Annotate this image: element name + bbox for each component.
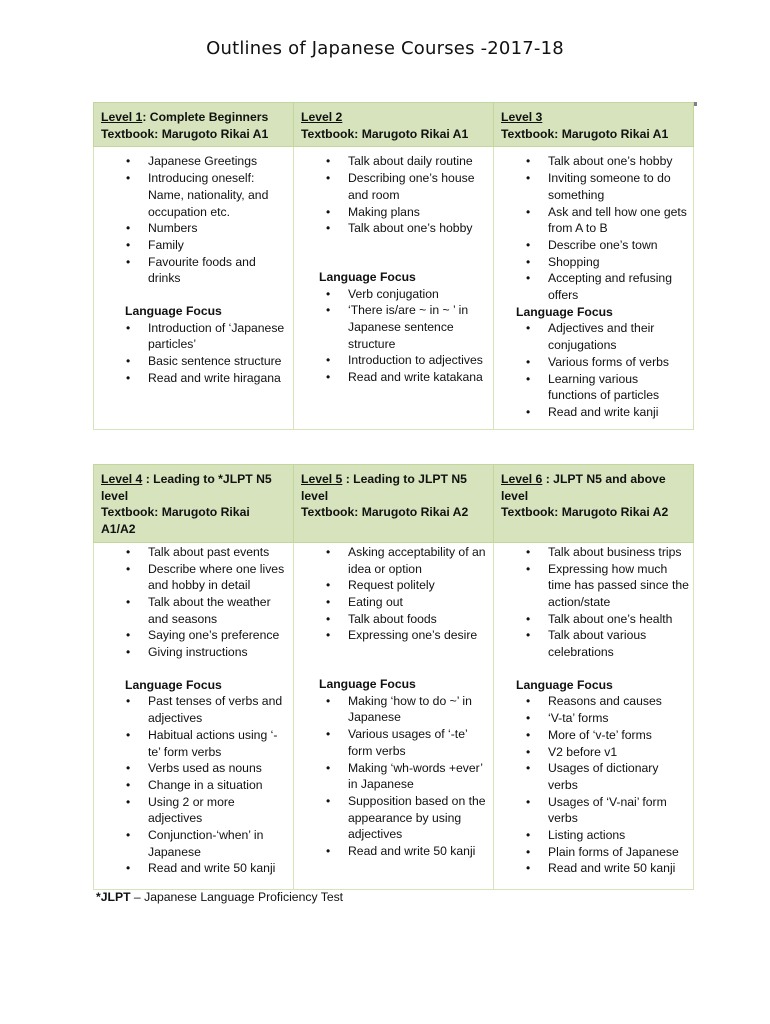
focus-list [500, 693, 689, 877]
list-item: • Talk about one’s hobby [300, 220, 489, 237]
language-focus-heading: Language Focus [516, 304, 613, 319]
list-item: • Various usages of ‘-te’ form verbs [300, 726, 489, 759]
footnote-term: *JLPT [96, 890, 131, 904]
list-item: • Change in a situation [100, 777, 289, 794]
level-description: : JLPT N5 and above level [501, 472, 666, 503]
list-item: • Reasons and causes [500, 693, 689, 710]
focus-list [100, 320, 289, 387]
list-item: • Listing actions [500, 827, 689, 844]
language-focus-heading: Language Focus [125, 677, 222, 692]
list-item: • Expressing how much time has passed since the action/state [500, 561, 689, 611]
list-item: • Describe one’s town [500, 237, 689, 254]
header-level-3 [494, 103, 694, 147]
list-item: • Ask and tell how one gets from A to B [500, 204, 689, 237]
list-item: • ‘There is/are ~ in ~ ’ in Japanese sentence structure [300, 302, 489, 352]
list-item: • V2 before v1 [500, 744, 689, 761]
list-item: • Family [100, 237, 289, 254]
list-item: • Talk about past events [100, 544, 289, 561]
list-item: • Talk about the weather and seasons [100, 594, 289, 627]
topic-list [500, 544, 689, 661]
list-item: • Making ‘wh-words +ever’ in Japanese [300, 760, 489, 793]
list-item: • Usages of dictionary verbs [500, 760, 689, 793]
list-item: • Eating out [300, 594, 489, 611]
level-description: : Complete Beginners [142, 110, 269, 124]
list-item: • Talk about various celebrations [500, 627, 689, 660]
table-header-row [94, 103, 694, 147]
list-item: • Making ‘how to do ~’ in Japanese [300, 693, 489, 726]
header-level-4 [94, 465, 294, 543]
list-item: • Conjunction-‘when’ in Japanese [100, 827, 289, 860]
list-item: • Read and write 50 kanji [500, 860, 689, 877]
list-item: • Read and write kanji [500, 404, 689, 421]
header-level-6 [494, 465, 694, 543]
page-title: Outlines of Japanese Courses -2017-18 [206, 38, 564, 59]
course-table-1 [93, 102, 694, 430]
list-item: • Basic sentence structure [100, 353, 289, 370]
list-item: • Saying one’s preference [100, 627, 289, 644]
header-level-5 [294, 465, 494, 543]
list-item: • Usages of ‘V-nai’ form verbs [500, 794, 689, 827]
list-item: • Supposition based on the appearance by using adjectives [300, 793, 489, 843]
list-item: • Describe where one lives and hobby in detail [100, 561, 289, 594]
list-item: • Giving instructions [100, 644, 289, 661]
list-item: • Introduction of ‘Japanese particles’ [100, 320, 289, 353]
list-item: • Introduction to adjectives [300, 352, 489, 369]
textbook-label: Textbook: Marugoto Rikai A1 [501, 126, 669, 141]
textbook-label: Textbook: Marugoto Rikai A2 [301, 505, 469, 520]
footnote-text: – Japanese Language Proficiency Test [130, 890, 344, 904]
list-item: • Talk about foods [300, 611, 489, 628]
list-item: • Introducing oneself: Name, nationality, and occupation etc. [100, 170, 289, 220]
textbook-label: Textbook: Marugoto Rikai A1 [301, 126, 469, 141]
list-item: • Request politely [300, 577, 489, 594]
cell-level-1 [94, 147, 294, 430]
textbook-label: Textbook: Marugoto Rikai A1/A2 [101, 505, 250, 537]
textbook-label: Textbook: Marugoto Rikai A1 [101, 126, 269, 141]
list-item: • Read and write 50 kanji [100, 860, 289, 877]
list-item: • Using 2 or more adjectives [100, 794, 289, 827]
list-item: • Past tenses of verbs and adjectives [100, 693, 289, 726]
topic-list [300, 153, 489, 237]
list-item: • Describing one’s house and room [300, 170, 489, 203]
list-item: • Adjectives and their conjugations [500, 320, 689, 353]
topic-list [300, 544, 489, 644]
level-label: Level 3 [501, 110, 543, 124]
list-item: • Numbers [100, 220, 289, 237]
header-level-1 [94, 103, 294, 147]
focus-list [100, 693, 289, 877]
topic-list [500, 153, 689, 303]
list-item: • Asking acceptability of an idea or option [300, 544, 489, 577]
table-header-row [94, 465, 694, 543]
list-item: • Accepting and refusing offers [500, 270, 689, 303]
list-item: • Verbs used as nouns [100, 760, 289, 777]
table-body-row [94, 542, 694, 889]
topic-list [100, 544, 289, 661]
level-label: Level 2 [301, 110, 343, 124]
list-item: • Talk about one’s health [500, 611, 689, 628]
list-item: • ‘V-ta’ forms [500, 710, 689, 727]
list-item: • Read and write katakana [300, 369, 489, 386]
language-focus-heading: Language Focus [125, 304, 222, 319]
level-description: : Leading to *JLPT N5 level [101, 472, 272, 503]
cell-level-2 [294, 147, 494, 430]
list-item: • More of ‘v-te’ forms [500, 727, 689, 744]
list-item: • Talk about one’s hobby [500, 153, 689, 170]
cell-level-4 [94, 542, 294, 889]
language-focus-heading: Language Focus [516, 677, 613, 692]
textbook-label: Textbook: Marugoto Rikai A2 [501, 505, 669, 520]
focus-list [300, 693, 489, 860]
list-item: • Talk about business trips [500, 544, 689, 561]
language-focus-heading: Language Focus [319, 677, 416, 692]
topic-list [100, 153, 289, 287]
list-item: • Plain forms of Japanese [500, 844, 689, 861]
language-focus-heading: Language Focus [319, 269, 416, 284]
focus-list [300, 286, 489, 386]
list-item: • Learning various functions of particles [500, 371, 689, 404]
list-item: • Talk about daily routine [300, 153, 489, 170]
level-label: Level 5 [301, 472, 343, 486]
header-level-2 [294, 103, 494, 147]
cell-level-6 [494, 542, 694, 889]
level-label: Level 6 [501, 472, 543, 486]
list-item: • Read and write 50 kanji [300, 843, 489, 860]
list-item: • Habitual actions using ‘-te’ form verbs [100, 727, 289, 760]
focus-list [500, 320, 689, 420]
level-label: Level 4 [101, 472, 143, 486]
list-item: • Shopping [500, 254, 689, 271]
table-body-row [94, 147, 694, 430]
list-item: • Making plans [300, 204, 489, 221]
footnote [96, 890, 343, 904]
cell-level-5 [294, 542, 494, 889]
list-item: • Various forms of verbs [500, 354, 689, 371]
list-item: • Favourite foods and drinks [100, 254, 289, 287]
list-item: • Read and write hiragana [100, 370, 289, 387]
list-item: • Expressing one’s desire [300, 627, 489, 644]
level-description: : Leading to JLPT N5 level [301, 472, 467, 503]
course-table-2 [93, 464, 694, 890]
cell-level-3 [494, 147, 694, 430]
list-item: • Japanese Greetings [100, 153, 289, 170]
list-item: • Verb conjugation [300, 286, 489, 303]
list-item: • Inviting someone to do something [500, 170, 689, 203]
level-label: Level 1 [101, 110, 143, 124]
